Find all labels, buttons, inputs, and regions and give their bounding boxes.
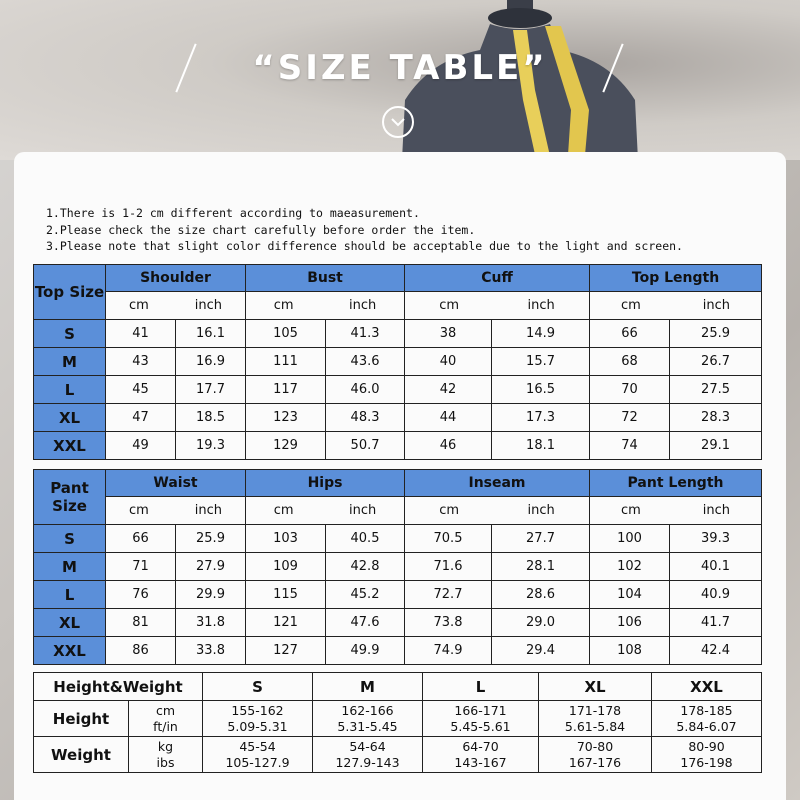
- value-cell: 41.7: [670, 609, 762, 637]
- size-label: M: [34, 553, 106, 581]
- value-cell: 73.8: [405, 609, 492, 637]
- size-label: L: [34, 376, 106, 404]
- value-cell: 105: [246, 320, 326, 348]
- top-size-corner: Top Size: [34, 265, 106, 320]
- size-label: XXL: [34, 432, 106, 460]
- value-cell: 104: [590, 581, 670, 609]
- note-item: 2.Please check the size chart carefully before order the item.: [46, 222, 476, 237]
- value-cell: 28.1: [492, 553, 590, 581]
- height-cell: 162-166 5.31-5.45: [313, 701, 423, 737]
- col-header: Hips: [246, 470, 405, 497]
- value-cell: 50.7: [326, 432, 405, 460]
- value-cell: 39.3: [670, 525, 762, 553]
- value-cell: 46.0: [326, 376, 405, 404]
- value-cell: 29.1: [670, 432, 762, 460]
- value-cell: 47: [106, 404, 176, 432]
- value-cell: 117: [246, 376, 326, 404]
- value-cell: 38: [405, 320, 492, 348]
- top-size-rows: [34, 320, 762, 460]
- table-row: [34, 553, 762, 581]
- value-cell: 25.9: [176, 525, 246, 553]
- value-cell: 40.5: [326, 525, 405, 553]
- size-label: M: [34, 348, 106, 376]
- size-label: XL: [34, 404, 106, 432]
- value-cell: 16.1: [176, 320, 246, 348]
- unit-cell: cm inch: [106, 292, 246, 320]
- value-cell: 41.3: [326, 320, 405, 348]
- value-cell: 43.6: [326, 348, 405, 376]
- chevron-down-icon: [390, 117, 406, 127]
- value-cell: 72.7: [405, 581, 492, 609]
- value-cell: 17.7: [176, 376, 246, 404]
- value-cell: 86: [106, 637, 176, 665]
- value-cell: 70: [590, 376, 670, 404]
- table-row: [34, 525, 762, 553]
- weight-label: Weight: [34, 737, 129, 773]
- unit-cell: cm inch: [106, 497, 246, 525]
- hw-size-header: M: [313, 673, 423, 701]
- value-cell: 66: [106, 525, 176, 553]
- unit-cell: cm inch: [405, 497, 590, 525]
- value-cell: 100: [590, 525, 670, 553]
- value-cell: 19.3: [176, 432, 246, 460]
- table-row: [34, 609, 762, 637]
- size-label: S: [34, 525, 106, 553]
- height-cell: 178-185 5.84-6.07: [652, 701, 762, 737]
- value-cell: 42.8: [326, 553, 405, 581]
- value-cell: 40.9: [670, 581, 762, 609]
- value-cell: 40: [405, 348, 492, 376]
- value-cell: 16.5: [492, 376, 590, 404]
- value-cell: 108: [590, 637, 670, 665]
- weight-cell: 70-80 167-176: [539, 737, 652, 773]
- hero-banner: [0, 0, 800, 160]
- value-cell: 25.9: [670, 320, 762, 348]
- value-cell: 27.9: [176, 553, 246, 581]
- value-cell: 70.5: [405, 525, 492, 553]
- value-cell: 46: [405, 432, 492, 460]
- value-cell: 103: [246, 525, 326, 553]
- col-header: Shoulder: [106, 265, 246, 292]
- value-cell: 45.2: [326, 581, 405, 609]
- size-label: S: [34, 320, 106, 348]
- hw-size-header: XXL: [652, 673, 762, 701]
- col-header: Top Length: [590, 265, 762, 292]
- height-units: cm ft/in: [129, 701, 203, 737]
- value-cell: 81: [106, 609, 176, 637]
- value-cell: 109: [246, 553, 326, 581]
- table-row: [34, 376, 762, 404]
- size-label: XXL: [34, 637, 106, 665]
- pant-size-rows: [34, 525, 762, 665]
- value-cell: 27.5: [670, 376, 762, 404]
- value-cell: 29.0: [492, 609, 590, 637]
- value-cell: 45: [106, 376, 176, 404]
- unit-cell: cm inch: [405, 292, 590, 320]
- table-row: [34, 348, 762, 376]
- value-cell: 68: [590, 348, 670, 376]
- table-row: [34, 581, 762, 609]
- weight-cell: 54-64 127.9-143: [313, 737, 423, 773]
- value-cell: 18.5: [176, 404, 246, 432]
- value-cell: 72: [590, 404, 670, 432]
- value-cell: 49: [106, 432, 176, 460]
- value-cell: 121: [246, 609, 326, 637]
- value-cell: 42.4: [670, 637, 762, 665]
- note-item: 3.Please note that slight color difference should be acceptable due to the light and screen.: [46, 239, 683, 253]
- value-cell: 18.1: [492, 432, 590, 460]
- hw-size-header: S: [203, 673, 313, 701]
- table-row: [34, 637, 762, 665]
- size-label: L: [34, 581, 106, 609]
- value-cell: 102: [590, 553, 670, 581]
- weight-cell: 45-54 105-127.9: [203, 737, 313, 773]
- value-cell: 123: [246, 404, 326, 432]
- value-cell: 71.6: [405, 553, 492, 581]
- height-cell: 171-178 5.61-5.84: [539, 701, 652, 737]
- value-cell: 71: [106, 553, 176, 581]
- unit-cell: cm inch: [590, 292, 762, 320]
- hw-header: Height&Weight: [34, 673, 203, 701]
- value-cell: 48.3: [326, 404, 405, 432]
- col-header: Bust: [246, 265, 405, 292]
- value-cell: 28.3: [670, 404, 762, 432]
- value-cell: 29.4: [492, 637, 590, 665]
- pant-size-corner: Pant Size: [34, 470, 106, 525]
- unit-cell: cm inch: [246, 497, 405, 525]
- table-row: [34, 320, 762, 348]
- weight-units: kg ibs: [129, 737, 203, 773]
- size-label: XL: [34, 609, 106, 637]
- value-cell: 44: [405, 404, 492, 432]
- height-cell: 155-162 5.09-5.31: [203, 701, 313, 737]
- value-cell: 74: [590, 432, 670, 460]
- size-notes: [46, 205, 683, 255]
- weight-cell: 64-70 143-167: [423, 737, 539, 773]
- note-item: 1.There is 1-2 cm different according to maeasurement.: [46, 206, 420, 220]
- unit-cell: cm inch: [246, 292, 405, 320]
- value-cell: 42: [405, 376, 492, 404]
- value-cell: 43: [106, 348, 176, 376]
- col-header: Inseam: [405, 470, 590, 497]
- value-cell: 15.7: [492, 348, 590, 376]
- page-title: “SIZE TABLE”: [252, 48, 548, 88]
- scroll-down-button[interactable]: [382, 106, 414, 138]
- value-cell: 14.9: [492, 320, 590, 348]
- value-cell: 76: [106, 581, 176, 609]
- value-cell: 127: [246, 637, 326, 665]
- value-cell: 115: [246, 581, 326, 609]
- value-cell: 16.9: [176, 348, 246, 376]
- col-header: Waist: [106, 470, 246, 497]
- col-header: Cuff: [405, 265, 590, 292]
- value-cell: 17.3: [492, 404, 590, 432]
- value-cell: 106: [590, 609, 670, 637]
- value-cell: 27.7: [492, 525, 590, 553]
- value-cell: 28.6: [492, 581, 590, 609]
- height-weight-table: [33, 672, 762, 773]
- table-row: [34, 404, 762, 432]
- value-cell: 111: [246, 348, 326, 376]
- height-cell: 166-171 5.45-5.61: [423, 701, 539, 737]
- value-cell: 40.1: [670, 553, 762, 581]
- value-cell: 31.8: [176, 609, 246, 637]
- height-label: Height: [34, 701, 129, 737]
- value-cell: 49.9: [326, 637, 405, 665]
- value-cell: 29.9: [176, 581, 246, 609]
- col-header: Pant Length: [590, 470, 762, 497]
- value-cell: 41: [106, 320, 176, 348]
- pant-size-table: [33, 469, 762, 665]
- hw-size-header: XL: [539, 673, 652, 701]
- value-cell: 74.9: [405, 637, 492, 665]
- top-size-table: [33, 264, 762, 460]
- value-cell: 47.6: [326, 609, 405, 637]
- value-cell: 129: [246, 432, 326, 460]
- value-cell: 33.8: [176, 637, 246, 665]
- hw-size-header: L: [423, 673, 539, 701]
- value-cell: 26.7: [670, 348, 762, 376]
- table-row: [34, 432, 762, 460]
- value-cell: 66: [590, 320, 670, 348]
- weight-cell: 80-90 176-198: [652, 737, 762, 773]
- unit-cell: cm inch: [590, 497, 762, 525]
